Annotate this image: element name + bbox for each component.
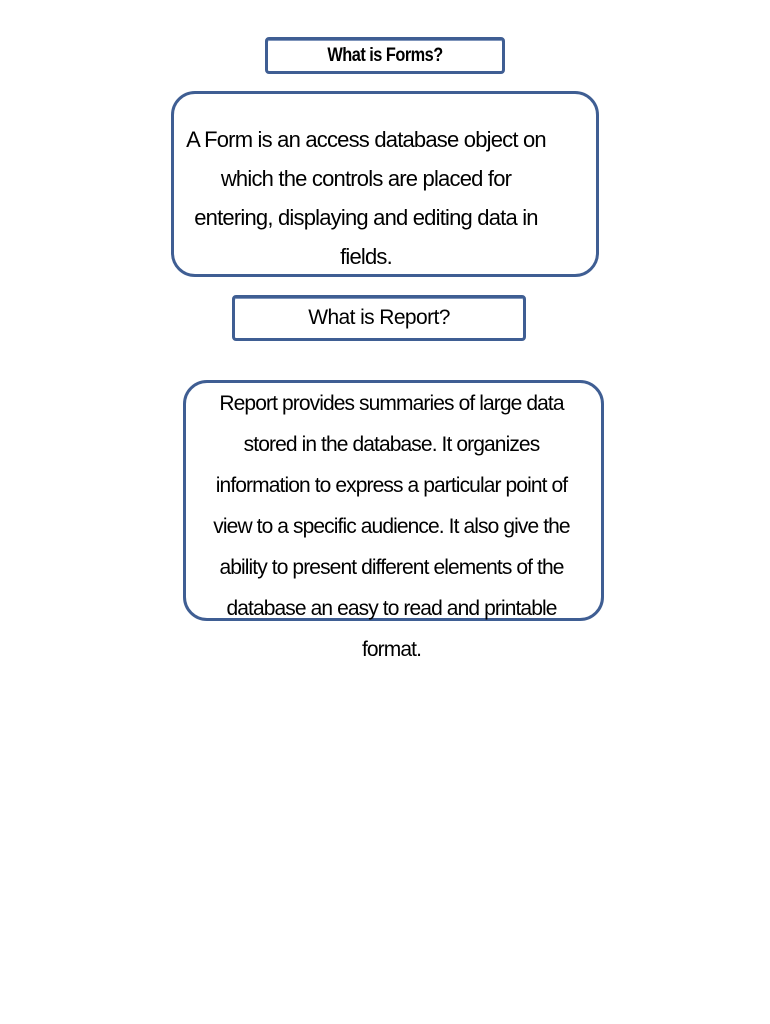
forms-title-box bbox=[265, 37, 505, 74]
report-title-box bbox=[232, 295, 526, 341]
report-title: What is Report? bbox=[308, 306, 450, 329]
report-description: Report provides summaries of large data stored in the database. It organizes information to express a particular point of view to a specific audience. It also give the ability to present different elements of the database an easy to read and printable format. bbox=[213, 392, 570, 661]
forms-title: What is Forms? bbox=[327, 44, 443, 66]
forms-description-box bbox=[171, 91, 599, 277]
forms-description: A Form is an access database object on which the controls are placed for entering, displaying and editing data in fields. bbox=[186, 127, 546, 269]
report-description-box bbox=[183, 380, 604, 661]
